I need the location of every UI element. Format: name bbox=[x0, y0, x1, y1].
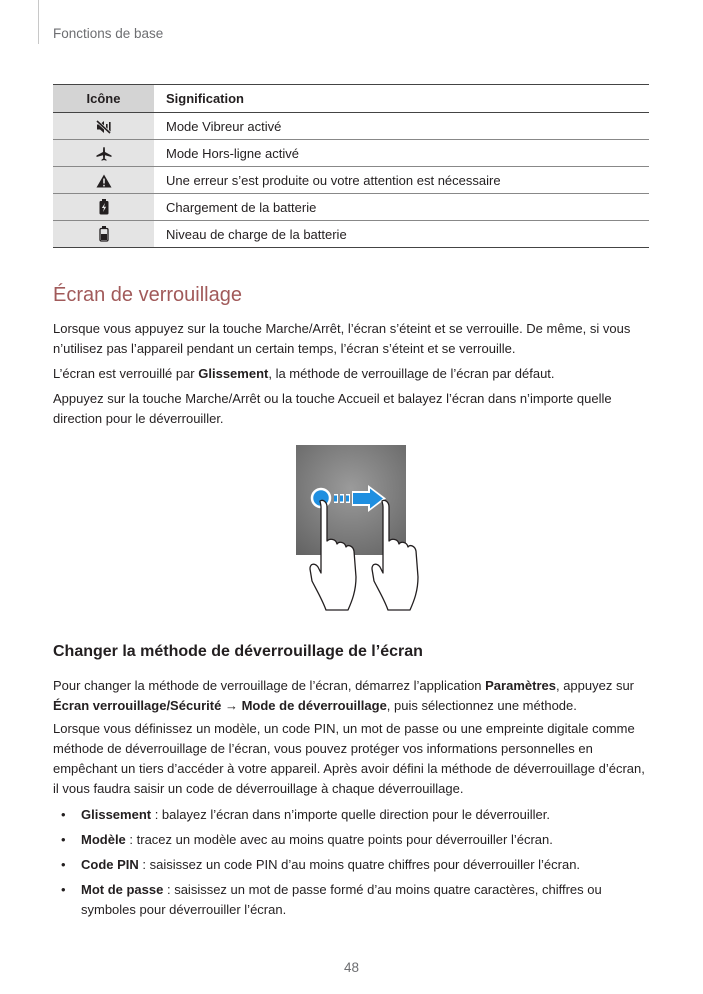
running-head: Fonctions de base bbox=[53, 26, 164, 41]
battery-charging-icon bbox=[98, 199, 110, 215]
icon-cell bbox=[53, 194, 154, 221]
column-header-icon: Icône bbox=[53, 85, 154, 113]
list-item: • Modèle : tracez un modèle avec au moins quatre points pour déverrouiller l’écran. bbox=[61, 832, 553, 847]
lock-screen-paragraph-1: Lorsque vous appuyez sur la touche Marche/Arrêt, l’écran s’éteint et se verrouille. De même, si vous n’utilisez pas l’appareil pendant un certain temps, l’écran s’éteint et se verrouille. bbox=[53, 321, 631, 356]
lock-screen-paragraph-3: Appuyez sur la touche Marche/Arrêt ou la touche Accueil et balayez l’écran dans n’importe quelle direction pour le déverrouiller. bbox=[53, 391, 612, 426]
table-row bbox=[53, 194, 649, 221]
meaning-cell: Chargement de la batterie bbox=[154, 194, 649, 221]
unlock-method-intro: Pour changer la méthode de verrouillage de l’écran, démarrez l’application Paramètres, appuyez sur Écran verrouillage/Sécurité → Mode de déverrouillage, puis sélectionnez une méthode. bbox=[53, 678, 635, 713]
swipe-term: Glissement bbox=[198, 366, 269, 381]
lock-screen-section-title: Écran de verrouillage bbox=[53, 284, 242, 306]
unlock-method-paragraph: Lorsque vous définissez un modèle, un code PIN, un mot de passe ou une empreinte digitale comme méthode de déverrouillage de l’écran, vous pouvez protéger vos informations personnelles en empêchant un tiers d’accéder à votre appareil. Après avoir défini la méthode de déverrouillage d’écran, il vous faudra saisir un code de déverrouillage à chaque déverrouillage. bbox=[53, 721, 645, 796]
unlock-methods-list bbox=[53, 805, 653, 925]
swipe-unlock-illustration bbox=[296, 445, 436, 617]
table-row bbox=[53, 167, 649, 194]
lock-screen-paragraph-2: L’écran est verrouillé par Glissement, la méthode de verrouillage de l’écran par défaut. bbox=[53, 366, 555, 381]
meaning-cell: Une erreur s’est produite ou votre attention est nécessaire bbox=[154, 167, 649, 194]
airplane-icon bbox=[96, 147, 112, 161]
lock-security-menu-term: Écran verrouillage/Sécurité bbox=[53, 698, 222, 713]
warning-icon bbox=[96, 174, 112, 188]
battery-level-icon bbox=[98, 226, 110, 242]
table-row bbox=[53, 221, 649, 248]
meaning-cell: Mode Hors-ligne activé bbox=[154, 140, 649, 167]
icon-cell bbox=[53, 140, 154, 167]
icon-cell bbox=[53, 221, 154, 248]
column-header-meaning: Signification bbox=[154, 85, 649, 113]
list-item: • Glissement : balayez l’écran dans n’importe quelle direction pour le déverrouiller. bbox=[61, 807, 550, 822]
meaning-cell: Niveau de charge de la batterie bbox=[154, 221, 649, 248]
meaning-cell: Mode Vibreur activé bbox=[154, 113, 649, 140]
margin-rule bbox=[38, 0, 39, 44]
menu-arrow: → bbox=[221, 698, 242, 713]
icon-cell bbox=[53, 113, 154, 140]
settings-app-term: Paramètres bbox=[485, 678, 556, 693]
table-row bbox=[53, 113, 649, 140]
table-header-row bbox=[53, 85, 649, 113]
page-number: 48 bbox=[343, 960, 360, 975]
unlock-mode-menu-term: Mode de déverrouillage bbox=[241, 698, 387, 713]
vibrate-mode-icon bbox=[96, 120, 112, 134]
list-item: • Mot de passe : saisissez un mot de passe formé d’au moins quatre caractères, chiffres ou symboles pour déverrouiller l’écran. bbox=[61, 882, 602, 917]
icon-table bbox=[53, 84, 649, 248]
table-row bbox=[53, 140, 649, 167]
unlock-method-section-title: Changer la méthode de déverrouillage de l’écran bbox=[53, 643, 423, 660]
list-item: • Code PIN : saisissez un code PIN d’au moins quatre chiffres pour déverrouiller l’écran. bbox=[61, 857, 581, 872]
icon-cell bbox=[53, 167, 154, 194]
